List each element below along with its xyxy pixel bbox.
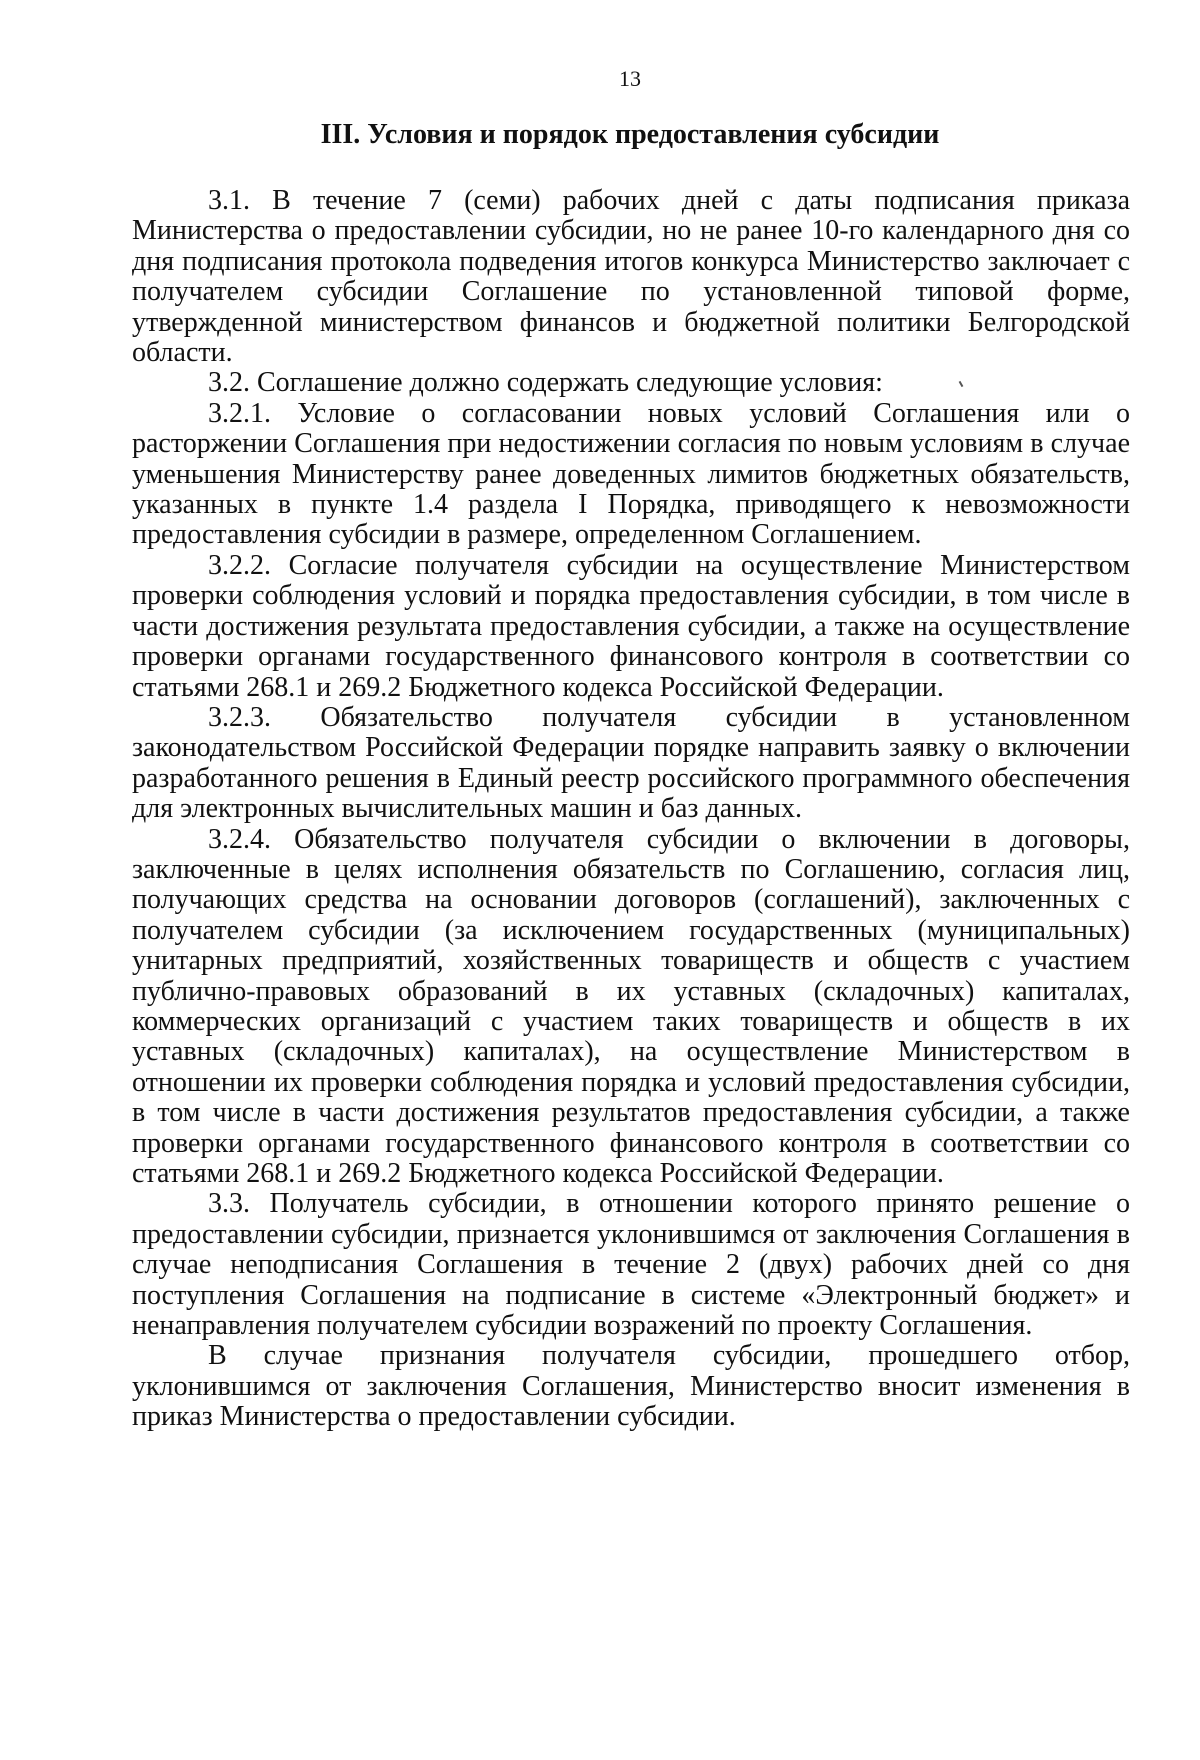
paragraph-3-2-1: 3.2.1. Условие о согласовании новых условий Соглашения или о расторжении Соглашения при недостижении согласия по новым условиям в случае уменьшения Министерству ранее доведенных лимитов бюджетных обязательств, указанных в пункте 1.4 раздела I Порядка, приводящего к невозможности предоставления субсидии в размере, определенном Соглашением. [132, 397, 1131, 551]
paragraph-3-2-2: 3.2.2. Согласие получателя субсидии на осуществление Министерством проверки соблюдения условий и порядка предоставления субсидии, в том числе в части достижения результата предоставления субсидии, а также на осуществление проверки органами государственного финансового контроля в соответствии со статьями 268.1 и 269.2 Бюджетного кодекса Российской Федерации. [132, 549, 1130, 703]
section-title: III. Условия и порядок предоставления субсидии [320, 119, 940, 150]
page-number: 13 [619, 66, 641, 91]
paragraph-3-2-3: 3.2.3. Обязательство получателя субсидии в установленном законодательством Российской Федерации порядке направить заявку о включении разработанного решения в Единый реестр российского программного обеспечения для электронных вычислительных машин и баз данных. [132, 701, 1130, 825]
paragraph-3-2: 3.2. Соглашение должно содержать следующие условия: [208, 367, 883, 399]
paragraph-evasion: В случае признания получателя субсидии, прошедшего отбор, уклонившимся от заключения Соглашения, Министерство вносит изменения в приказ Министерства о предоставлении субсидии. [132, 1340, 1130, 1433]
paragraph-3-2-4: 3.2.4. Обязательство получателя субсидии о включении в договоры, заключенные в целях исполнения обязательств по Соглашению, согласия лиц, получающих средства на основании договоров (соглашений), заключенных с получателем субсидии (за исключением государственных (муниципальных) унитарных предприятий, хозяйственных товариществ и обществ с участием публично-правовых образований в их уставных (складочных) капиталах, коммерческих организаций с участием таких товариществ и обществ в их уставных (складочных) капиталах), на осуществление Министерством в отношении их проверки соблюдения порядка и условий предоставления субсидии, в том числе в части достижения результатов предоставления субсидии, а также проверки органами государственного финансового контроля в соответствии со статьями 268.1 и 269.2 Бюджетного кодекса Российской Федерации. [132, 823, 1130, 1189]
paragraph-3-1: 3.1. В течение 7 (семи) рабочих дней с даты подписания приказа Министерства о предоставлении субсидии, но не ранее 10-го календарного дня со дня подписания протокола подведения итогов конкурса Министерство заключает с получателем субсидии Соглашение по установленной типовой форме, утвержденной министерством финансов и бюджетной политики Белгородской области. [132, 185, 1130, 369]
document-body [132, 186, 1130, 1433]
paragraph-3-3: 3.3. Получатель субсидии, в отношении которого принято решение о предоставлении субсидии, признается уклонившимся от заключения Соглашения в случае неподписания Соглашения в течение 2 (двух) рабочих дней со дня поступления Соглашения на подписание в системе «Электронный бюджет» и ненаправления получателем субсидии возражений по проекту Соглашения. [132, 1188, 1130, 1342]
